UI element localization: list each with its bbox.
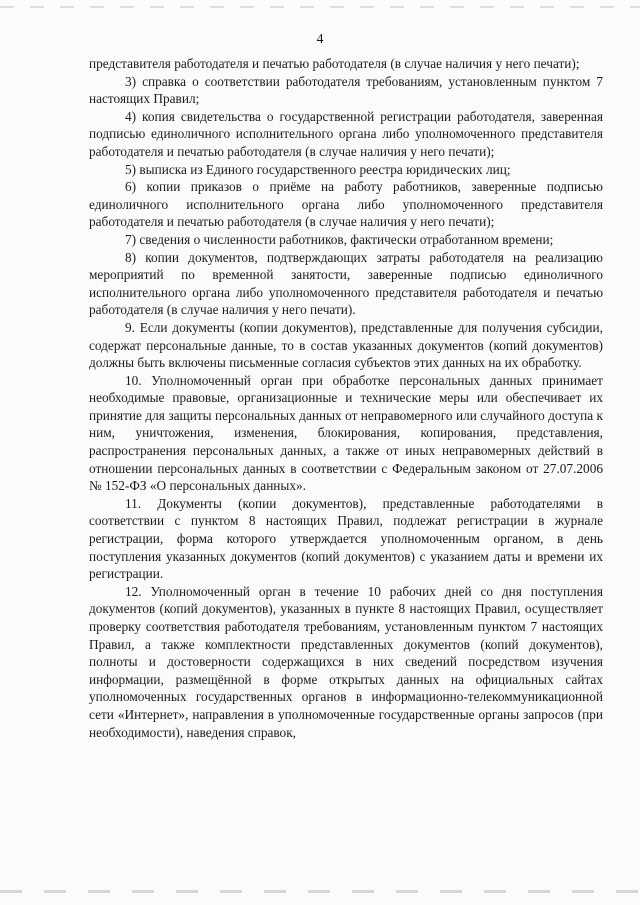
- scan-artifact-bottom: [0, 890, 640, 893]
- list-item-3: 3) справка о соответствии работодателя требованиям, установленным пунктом 7 настоящих Правил;: [89, 73, 603, 107]
- clause-12: 12. Уполномоченный орган в течение 10 рабочих дней со дня поступления документов (копий документов), указанных в пункте 8 настоящих Правил, осуществляет проверку соответствия работодателя требованиям, установленным пунктом 7 настоящих Правил, а также комплектности представленных документов (копий документов), полноты и достоверности содержащихся в них сведений посредством изучения информации, размещённой в форме открытых данных на официальных сайтах уполномоченных государственных органов в информационно-телекоммуникационной сети «Интернет», направления в уполномоченные государственные органы запросов (при необходимости), наведения справок,: [89, 583, 603, 740]
- scan-artifact-top: [0, 6, 640, 8]
- clause-9: 9. Если документы (копии документов), представленные для получения субсидии, содержат персональные данные, то в состав указанных документов (копий документов) должны быть включены письменные согласия субъектов этих данных на их обработку.: [89, 319, 603, 371]
- list-item-6: 6) копии приказов о приёме на работу работников, заверенные подписью единоличного исполнительного органа либо уполномоченного представителя работодателя и печатью работодателя (в случае наличия у него печати);: [89, 179, 603, 230]
- clause-10: 10. Уполномоченный орган при обработке персональных данных принимает необходимые правовые, организационные и технические меры или обеспечивает их принятие для защиты персональных данных от неправомерного или случайного доступа к ним, уничтожения, изменения, блокирования, копирования, представления, распространения персональных данных, а также от иных неправомерных действий в отношении персональных данных в соответствии с Федеральным законом от 27.07.2006 № 152-ФЗ «О персональных данных».: [89, 372, 603, 494]
- paragraph-continuation: представителя работодателя и печатью работодателя (в случае наличия у него печати);: [89, 56, 580, 71]
- list-item-5: 5) выписка из Единого государственного реестра юридических лиц;: [125, 161, 511, 177]
- clause-11: 11. Документы (копии документов), представленные работодателями в соответствии с пунктом 8 настоящих Правил, подлежат регистрации в журнале регистрации, форма которого утверждается уполномоченным органом, в день поступления указанных документов (копий документов) с указанием даты и времени их регистрации.: [89, 495, 603, 582]
- list-item-4: 4) копия свидетельства о государственной регистрации работодателя, заверенная подписью единоличного исполнительного органа либо уполномоченного представителя работодателя и печатью работодателя (в случае наличия у него печати);: [89, 108, 603, 159]
- document-body: [89, 55, 603, 741]
- list-item-8: 8) копии документов, подтверждающих затраты работодателя на реализацию мероприятий по временной занятости, заверенные подписью единоличного исполнительного органа либо уполномоченного представителя работодателя и печатью работодателя (в случае наличия у него печати).: [89, 249, 603, 318]
- page-number: 4: [316, 32, 324, 47]
- list-item-7: 7) сведения о численности работников, фактически отработанном времени;: [125, 231, 554, 247]
